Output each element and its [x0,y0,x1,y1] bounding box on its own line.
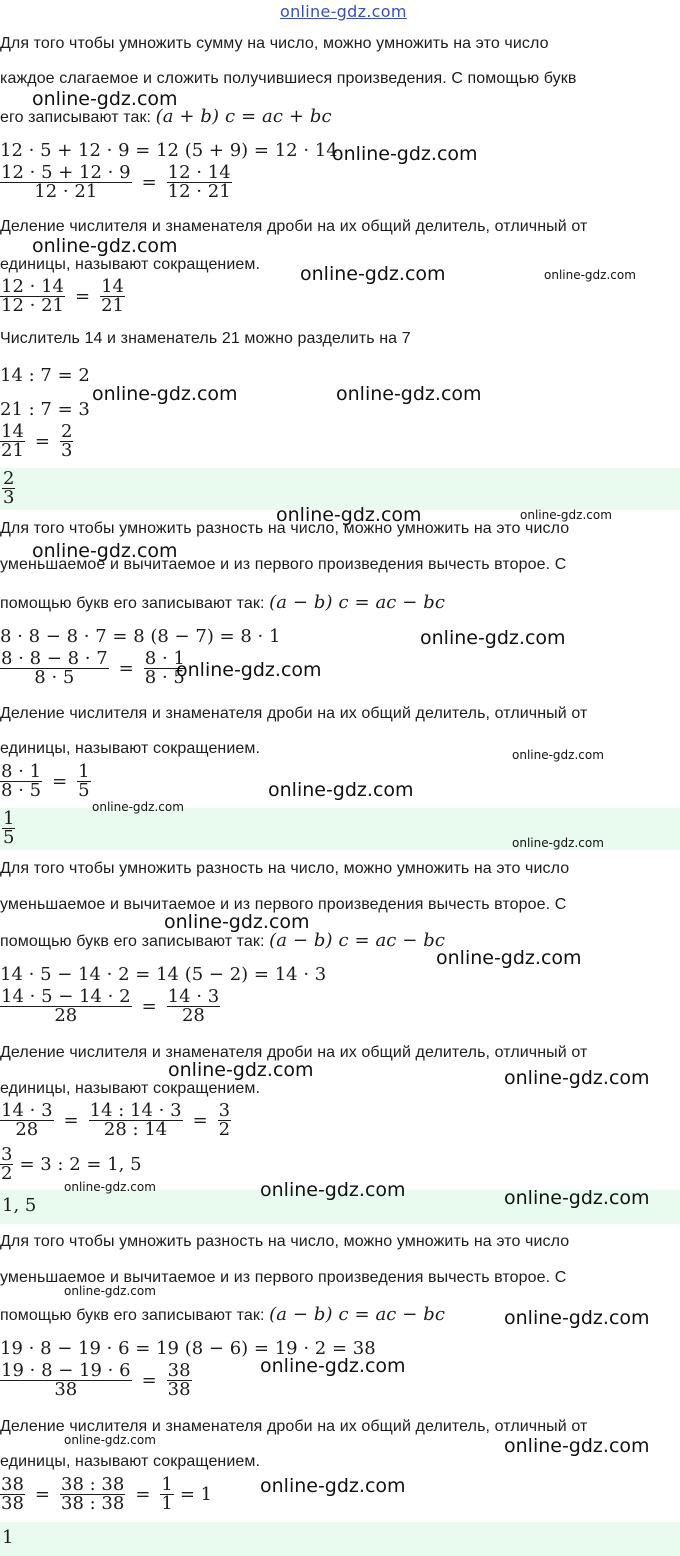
task3-tail: = 3 : 2 = 1, 5 [19,1154,142,1175]
task1-fraction-6: $\frac{2}{3}$ [61,421,73,461]
task1-fraction-1: $\frac{12 \cdot 5 + 12 \cdot 9}{12 \cdot 21}$ [1,162,131,202]
rule-sum-line-2: каждое слагаемое и сложить получившиеся произведения. С помощью букв [0,70,577,87]
task2-fraction-1: $\frac{8 \cdot 8 - 8 \cdot 7}{8 \cdot 5}$ [1,648,108,688]
watermark: online-gdz.com [176,659,322,681]
task3-fraction-1: $\frac{14 \cdot 5 - 14 \cdot 2}{28}$ [1,986,131,1026]
reduction-rule-1-line-2: единицы, называют сокращением. [0,256,261,273]
rule-sum-lead: его записывают так: [0,109,152,126]
task3-fraction-2: $\frac{14 \cdot 3}{28}$ [167,986,220,1026]
rule-diff-3-formula: (a − b) c = ac − bc [269,1304,446,1325]
task2-fraction-3: $\frac{8 \cdot 1}{8 \cdot 5}$ [1,761,42,801]
task4-fraction-4: $\frac{38 : 38}{38 : 38}$ [61,1474,125,1514]
task3-decimal-conversion [0,1146,142,1183]
watermark: online-gdz.com [504,1435,650,1457]
task2-expression: 8 · 8 − 8 · 7 = 8 (8 − 7) = 8 · 1 [0,626,281,647]
header-site-link[interactable]: online-gdz.com [280,2,407,21]
task1-fraction-equality: $\frac{12 \cdot 5 + 12 \cdot 9}{12 \cdot 21}$ = $\frac{12 \cdot 14}{12 \cdot 21}$ [1,162,231,202]
watermark: online-gdz.com [504,1067,650,1089]
task3-fraction-6: $\frac{3}{2}$ [1,1144,13,1184]
rule-diff-1-line-3 [0,592,445,613]
watermark: online-gdz.com [92,800,184,814]
task1-division-1: 14 : 7 = 2 [0,365,90,386]
rule-diff-2-line-2: уменьшаемое и вычитаемое и из первого произведения вычесть второе. С [0,896,567,913]
task3-reduction: $\frac{14 \cdot 3}{28}$ = $\frac{14 : 14 \cdot 3}{28 : 14}$ = $\frac{3}{2}$ [1,1100,231,1140]
task4-fraction-2: $\frac{38}{38}$ [167,1360,191,1400]
task3-fraction-3: $\frac{14 \cdot 3}{28}$ [1,1100,53,1140]
task3-fraction-equality: $\frac{14 \cdot 5 - 14 \cdot 2}{28}$ = $\frac{14 \cdot 3}{28}$ [1,986,220,1026]
rule-diff-2-line-3 [0,930,445,951]
rule-diff-1-lead: помощью букв его записывают так: [0,595,265,612]
task4-answer-box [0,1522,680,1556]
task1-fraction-2: $\frac{12 \cdot 14}{12 \cdot 21}$ [167,162,231,202]
task1-answer: $\frac{2}{3}$ [3,468,15,508]
rule-diff-3-line-2: уменьшаемое и вычитаемое и из первого произведения вычесть второе. С [0,1269,567,1286]
task2-fraction-2: $\frac{8 \cdot 1}{8 \cdot 5}$ [144,648,185,688]
rule-sum-formula: (a + b) c = ac + bc [155,106,332,127]
task3-answer: 1, 5 [2,1195,37,1216]
task4-expression: 19 · 8 − 19 · 6 = 19 (8 − 6) = 19 · 2 = 38 [0,1338,376,1359]
watermark: online-gdz.com [32,540,178,562]
watermark: online-gdz.com [64,1433,156,1447]
rule-diff-3-lead: помощью букв его записывают так: [0,1307,265,1324]
reduction-rule-3-line-1: Деление числителя и знаменателя дроби на их общий делитель, отличный от [0,1044,588,1061]
watermark: online-gdz.com [336,383,482,405]
watermark: online-gdz.com [276,504,422,526]
task3-expression: 14 · 5 − 14 · 2 = 14 (5 − 2) = 14 · 3 [0,964,327,985]
task1-fraction-4: $\frac{14}{21}$ [101,276,124,316]
task4-answer: 1 [2,1527,14,1548]
task1-expression: 12 · 5 + 12 · 9 = 12 (5 + 9) = 12 · 14 [0,140,338,161]
task4-fraction-1: $\frac{19 \cdot 8 - 19 \cdot 6}{38}$ [1,1360,131,1400]
task4-fraction-equality: $\frac{19 \cdot 8 - 19 \cdot 6}{38}$ = $\frac{38}{38}$ [1,1360,191,1400]
reduction-rule-3-line-2: единицы, называют сокращением. [0,1080,261,1097]
task1-divisor-text: Числитель 14 и знаменатель 21 можно разделить на 7 [0,330,411,347]
task3-fraction-4: $\frac{14 : 14 \cdot 3}{28 : 14}$ [89,1100,182,1140]
rule-diff-2-formula: (a − b) c = ac − bc [269,930,446,951]
watermark: online-gdz.com [512,836,604,850]
reduction-rule-4-line-2: единицы, называют сокращением. [0,1453,261,1470]
task4-fraction-5: $\frac{1}{1}$ [161,1474,173,1514]
watermark: online-gdz.com [260,1475,406,1497]
rule-diff-1-line-2: уменьшаемое и вычитаемое и из первого произведения вычесть второе. С [0,556,567,573]
watermark: online-gdz.com [260,1355,406,1377]
watermark: online-gdz.com [504,1187,650,1209]
rule-diff-2-line-1: Для того чтобы умножить разность на число, можно умножить на это число [0,860,570,877]
watermark: online-gdz.com [64,1284,156,1298]
task4-fraction-3: $\frac{38}{38}$ [1,1474,24,1514]
watermark: online-gdz.com [32,88,178,110]
task4-tail: = 1 [179,1484,213,1505]
watermark: online-gdz.com [92,383,238,405]
task2-fraction-4: $\frac{1}{5}$ [78,761,90,801]
task2-reduction: $\frac{8 \cdot 1}{8 \cdot 5}$ = $\frac{1}{5}$ [1,761,90,801]
watermark: online-gdz.com [420,627,566,649]
rule-diff-2-lead: помощью букв его записывают так: [0,933,265,950]
watermark: online-gdz.com [504,1307,650,1329]
watermark: online-gdz.com [168,1059,314,1081]
watermark: online-gdz.com [268,779,414,801]
rule-sum-line-1: Для того чтобы умножить сумму на число, можно умножить на это число [0,35,549,52]
reduction-rule-2-line-1: Деление числителя и знаменателя дроби на их общий делитель, отличный от [0,705,588,722]
task1-division-2: 21 : 7 = 3 [0,399,90,420]
rule-diff-3-line-1: Для того чтобы умножить разность на число, можно умножить на это число [0,1233,570,1250]
reduction-rule-4-line-1: Деление числителя и знаменателя дроби на их общий делитель, отличный от [0,1418,588,1435]
task1-reduction: $\frac{12 \cdot 14}{12 \cdot 21}$ = $\frac{14}{21}$ [1,276,124,316]
reduction-rule-1-line-1: Деление числителя и знаменателя дроби на их общий делитель, отличный от [0,218,588,235]
task1-result-equality: $\frac{14}{21}$ = $\frac{2}{3}$ [1,421,73,461]
watermark: online-gdz.com [520,508,612,522]
watermark: online-gdz.com [300,263,446,285]
rule-diff-1-formula: (a − b) c = ac − bc [269,592,446,613]
task3-fraction-5: $\frac{3}{2}$ [218,1100,231,1140]
rule-diff-3-line-3 [0,1304,445,1325]
task2-fraction-equality: $\frac{8 \cdot 8 - 8 \cdot 7}{8 \cdot 5}$ = $\frac{8 \cdot 1}{8 \cdot 5}$ [1,648,185,688]
watermark: online-gdz.com [544,268,636,282]
task1-fraction-3: $\frac{12 \cdot 14}{12 \cdot 21}$ [1,276,64,316]
task2-answer: $\frac{1}{5}$ [3,808,15,848]
watermark: online-gdz.com [64,1180,156,1194]
watermark: online-gdz.com [32,235,178,257]
watermark: online-gdz.com [332,143,478,165]
rule-diff-1-line-1: Для того чтобы умножить разность на число, можно умножить на это число [0,520,570,537]
watermark: online-gdz.com [260,1179,406,1201]
task4-reduction: $\frac{38}{38}$ = $\frac{38 : 38}{38 : 38}$ = $\frac{1}{1}$ = 1 [1,1474,213,1514]
watermark: online-gdz.com [164,911,310,933]
watermark: online-gdz.com [436,947,582,969]
task1-fraction-5: $\frac{14}{21}$ [1,421,24,461]
reduction-rule-2-line-2: единицы, называют сокращением. [0,740,261,757]
watermark: online-gdz.com [512,748,604,762]
